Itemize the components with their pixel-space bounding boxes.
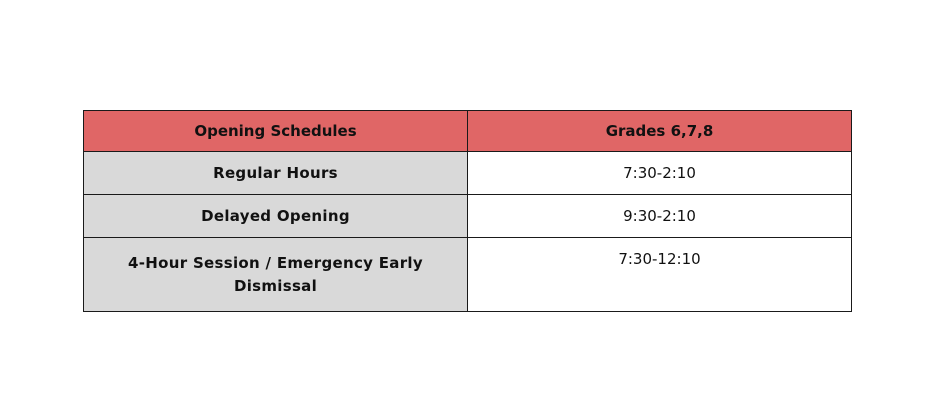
row-label-delayed-opening: Delayed Opening [84,195,468,238]
opening-schedule-table [83,110,852,312]
row-label-four-hour-session: 4-Hour Session / Emergency Early Dismissal [84,238,468,312]
row-value-four-hour-session: 7:30-12:10 [468,238,852,312]
table-row [84,152,852,195]
table-row [84,238,852,312]
row-value-regular-hours: 7:30-2:10 [468,152,852,195]
header-grades: Grades 6,7,8 [468,111,852,152]
header-opening-schedules: Opening Schedules [84,111,468,152]
table-header-row [84,111,852,152]
row-label-regular-hours: Regular Hours [84,152,468,195]
table-row [84,195,852,238]
row-value-delayed-opening: 9:30-2:10 [468,195,852,238]
